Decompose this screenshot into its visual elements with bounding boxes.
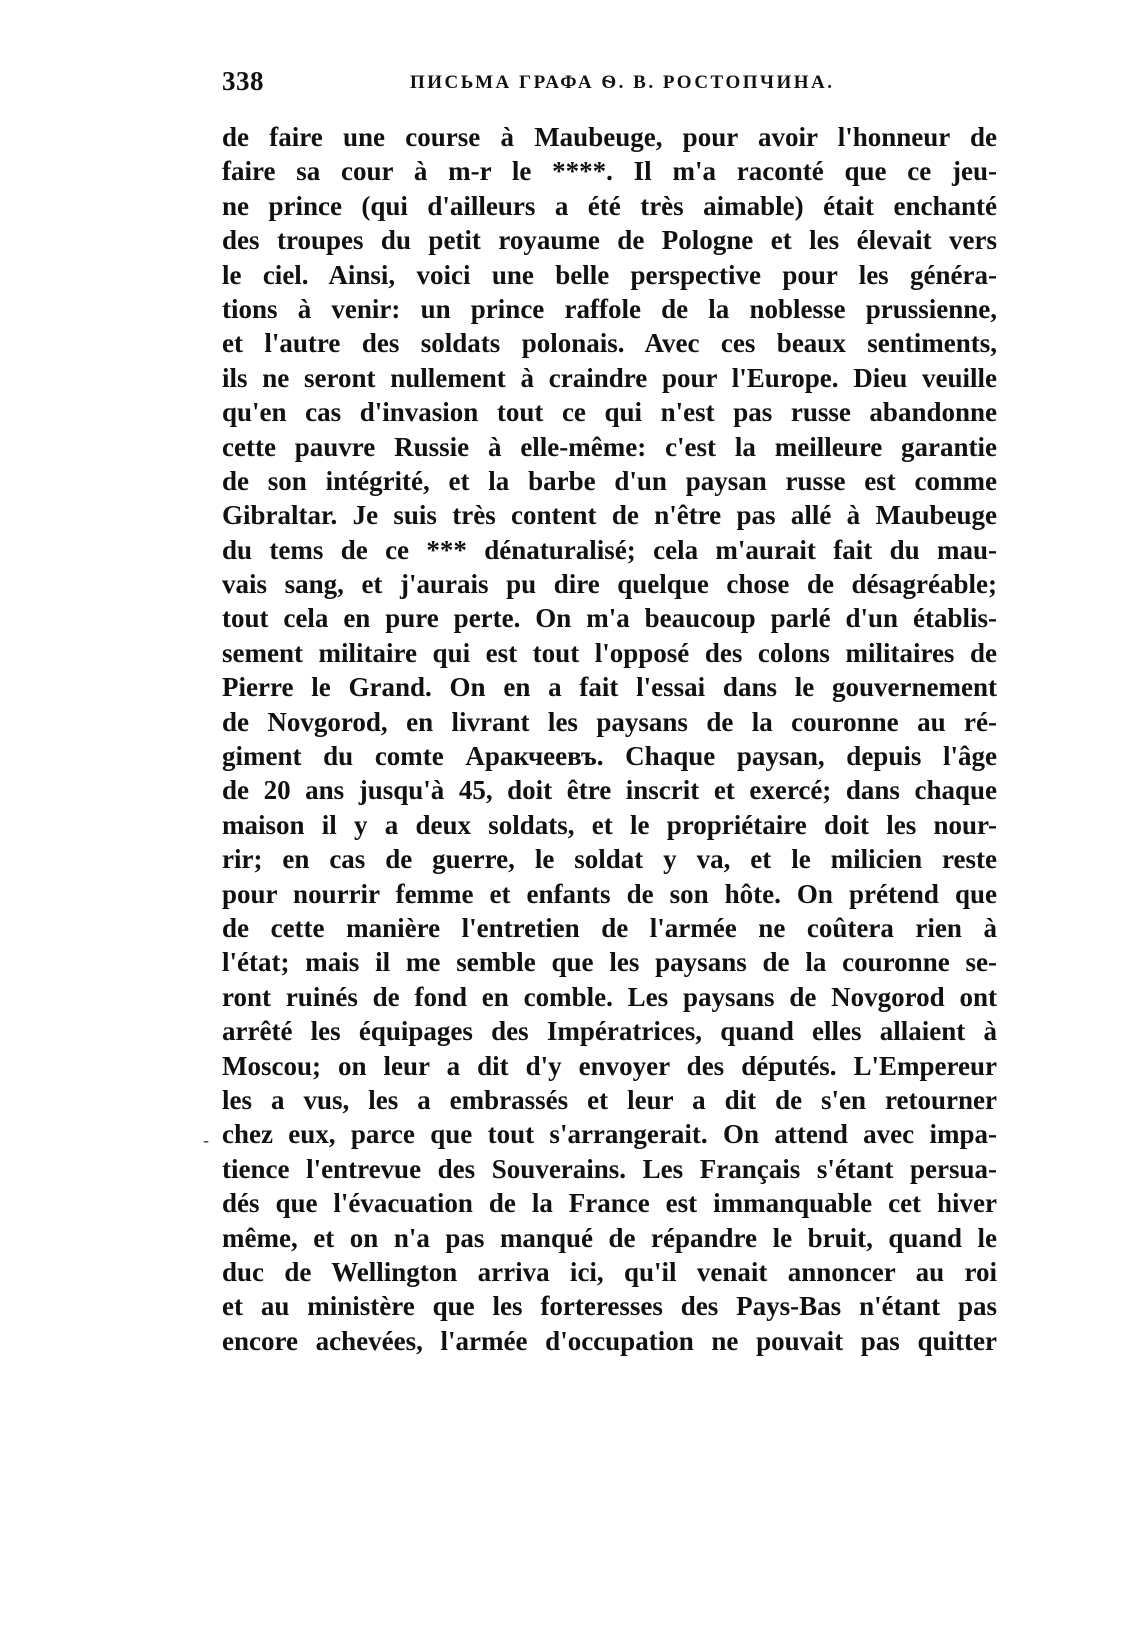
text-line: de Novgorod, en livrant les paysans de la couronne au ré- (222, 706, 997, 737)
text-line: de faire une course à Maubeuge, pour avoir l'honneur de (222, 122, 997, 152)
text-line: le ciel. Ainsi, voici une belle perspective pour les généra- (222, 259, 997, 290)
text-line: les a vus, les a embrassés et leur a dit de s'en retourner (222, 1084, 997, 1115)
text-line: l'état; mais il me semble que les paysans de la couronne se- (222, 947, 997, 978)
text-line: dés que l'évacuation de la France est immanquable cet hiver (222, 1188, 997, 1219)
text-line: Gibraltar. Je suis très content de n'être pas allé à Maubeuge (222, 500, 997, 531)
text-line: rir; en cas de guerre, le soldat y va, et le milicien reste (222, 844, 997, 875)
text-line: des troupes du petit royaume de Pologne et les élevait vers (222, 225, 997, 256)
text-line: ne prince (qui d'ailleurs a été très aimable) était enchanté (222, 190, 997, 221)
text-line: pour nourrir femme et enfants de son hôte. On prétend que (222, 878, 997, 909)
text-line: du tems de ce *** dénaturalisé; cela m'aurait fait du mau- (222, 534, 997, 565)
text-line: vais sang, et j'aurais pu dire quelque chose de désagréable; (222, 569, 997, 600)
text-line: de cette manière l'entretien de l'armée ne coûtera rien à (222, 912, 997, 943)
text-line: giment du comte Аракчеевъ. Chaque paysan, depuis l'âge (222, 741, 997, 772)
page-header (222, 62, 997, 102)
text-line: maison il y a deux soldats, et le propriétaire doit les nour- (222, 809, 997, 840)
text-line: qu'en cas d'invasion tout ce qui n'est pas russe abandonne (222, 397, 997, 428)
text-line: de son intégrité, et la barbe d'un paysan russe est comme (222, 465, 997, 496)
text-line: et l'autre des soldats polonais. Avec ces beaux sentiments, (222, 328, 997, 359)
text-line: ils ne seront nullement à craindre pour l'Europe. Dieu veuille (222, 362, 997, 393)
text-line: cette pauvre Russie à elle-même: c'est la meilleure garantie (222, 431, 997, 462)
text-line: même, et on n'a pas manqué de répandre le bruit, quand le (222, 1222, 997, 1253)
text-line: tout cela en pure perte. On m'a beaucoup parlé d'un établis- (222, 603, 997, 634)
text-line: de 20 ans jusqu'à 45, doit être inscrit et exercé; dans chaque (222, 775, 997, 806)
body-text (222, 120, 997, 1358)
page-number: 338 (222, 66, 264, 96)
text-line: Pierre le Grand. On en a fait l'essai dans le gouvernement (222, 672, 997, 703)
text-line: et au ministère que les forteresses des Pays-Bas n'étant pas (222, 1291, 997, 1322)
text-line: chez eux, parce que tout s'arrangerait. On attend avec impa- (222, 1119, 997, 1150)
text-line: Moscou; on leur a dit d'y envoyer des députés. L'Empereur (222, 1050, 997, 1081)
text-line: tions à venir: un prince raffole de la noblesse prussienne, (222, 293, 997, 324)
text-line: tience l'entrevue des Souverains. Les Français s'étant persua- (222, 1153, 997, 1184)
margin-mark: - (203, 1130, 209, 1150)
text-line: ront ruinés de fond en comble. Les paysans de Novgorod ont (222, 981, 997, 1012)
running-title: ПИСЬМА ГРАФА Ѳ. В. РОСТОПЧИНА. (410, 72, 835, 93)
text-line: faire sa cour à m-r le ****. Il m'a raconté que ce jeu- (222, 156, 997, 187)
text-line: arrêté les équipages des Impératrices, quand elles allaient à (222, 1016, 997, 1047)
text-line: encore achevées, l'armée d'occupation ne pouvait pas quitter (222, 1325, 997, 1356)
text-line: sement militaire qui est tout l'opposé des colons militaires de (222, 637, 997, 668)
text-line: duc de Wellington arriva ici, qu'il venait annoncer au roi (222, 1256, 997, 1287)
